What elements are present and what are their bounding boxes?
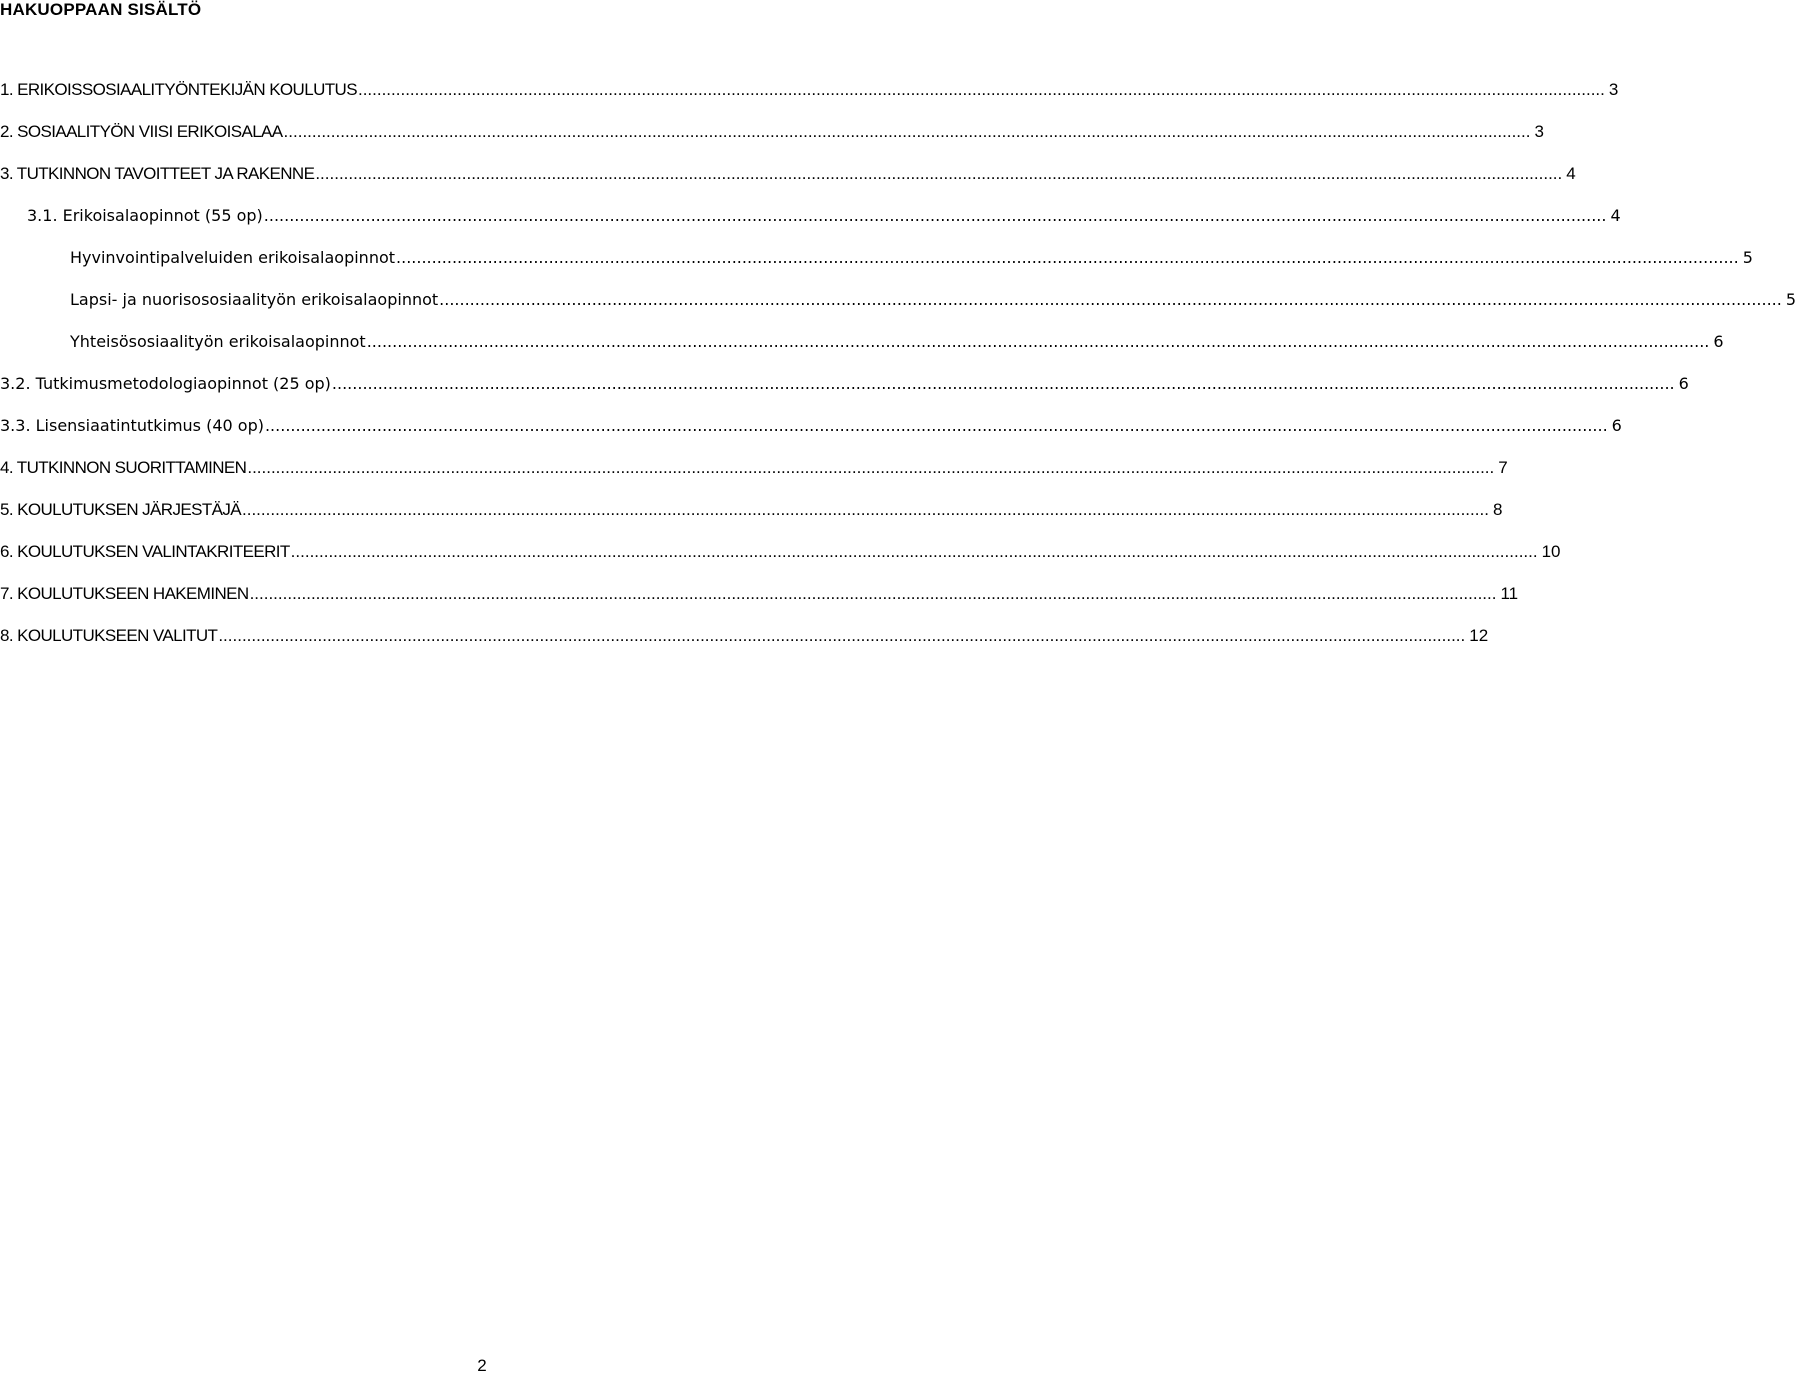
toc-entry-label: 3.1. Erikoisalaopinnot (55 op)	[27, 206, 263, 225]
toc-entry-label: 7. KOULUTUKSEEN HAKEMINEN	[0, 584, 249, 603]
toc-entry[interactable]	[0, 414, 1622, 456]
toc-entry-label: 3.2. Tutkimusmetodologiaopinnot (25 op)	[0, 374, 331, 393]
toc-dot-leader	[315, 162, 1562, 186]
toc-entry[interactable]	[0, 456, 1508, 498]
toc-entry[interactable]	[0, 372, 1689, 414]
toc-dot-leader	[439, 288, 1782, 312]
toc-entry-page: 5	[1785, 290, 1796, 309]
page-title: HAKUOPPAAN SISÄLTÖ	[0, 0, 202, 19]
toc-entry-label: Yhteisösosiaalityön erikoisalaopinnot	[70, 332, 366, 351]
toc-entry[interactable]	[0, 120, 1544, 162]
toc-entry-label: 4. TUTKINNON SUORITTAMINEN	[0, 458, 247, 477]
toc-dot-leader	[264, 204, 1607, 228]
toc-entry[interactable]	[0, 582, 1519, 624]
toc-entry-page: 6	[1678, 374, 1689, 393]
toc-entry-page: 6	[1611, 416, 1622, 435]
toc-entry-page: 11	[1500, 584, 1519, 603]
toc-entry[interactable]	[0, 204, 1621, 246]
toc-entry-label: Lapsi- ja nuorisososiaalityön erikoisalaopinnot	[70, 290, 439, 309]
toc-dot-leader	[284, 120, 1531, 144]
toc-entry[interactable]	[0, 498, 1503, 540]
toc-entry-page: 3	[1534, 122, 1544, 141]
toc-entry[interactable]	[0, 78, 1619, 120]
toc-dot-leader	[358, 78, 1605, 102]
toc-entry[interactable]	[0, 246, 1753, 288]
toc-entry-page: 7	[1498, 458, 1508, 477]
toc-entry[interactable]	[0, 540, 1561, 582]
toc-dot-leader	[242, 498, 1489, 522]
toc-entry-page: 4	[1610, 206, 1621, 225]
toc-entry[interactable]	[0, 330, 1724, 372]
toc-entry[interactable]	[0, 624, 1489, 666]
toc-dot-leader	[367, 330, 1710, 354]
toc-entry-label: 5. KOULUTUKSEN JÄRJESTÄJÄ	[0, 500, 242, 519]
toc-entry-label: 3.3. Lisensiaatintutkimus (40 op)	[0, 416, 264, 435]
toc-dot-leader	[291, 540, 1538, 564]
toc-dot-leader	[247, 456, 1494, 480]
toc-entry-page: 12	[1469, 626, 1489, 645]
page-number: 2	[477, 1356, 487, 1375]
toc-entry-label: 3. TUTKINNON TAVOITTEET JA RAKENNE	[0, 164, 315, 183]
table-of-contents	[0, 78, 1796, 666]
toc-entry-label: 6. KOULUTUKSEN VALINTAKRITEERIT	[0, 542, 290, 561]
toc-dot-leader	[265, 414, 1608, 438]
toc-entry-label: 8. KOULUTUKSEEN VALITUT	[0, 626, 218, 645]
toc-dot-leader	[218, 624, 1465, 648]
toc-entry-page: 5	[1742, 248, 1753, 267]
toc-entry-page: 10	[1541, 542, 1561, 561]
toc-entry-label: 1. ERIKOISSOSIAALITYÖNTEKIJÄN KOULUTUS	[0, 80, 357, 99]
toc-entry-page: 6	[1713, 332, 1724, 351]
toc-entry[interactable]	[0, 162, 1576, 204]
toc-entry-page: 8	[1492, 500, 1503, 519]
toc-entry-label: Hyvinvointipalveluiden erikoisalaopinnot	[70, 248, 396, 267]
toc-entry-page: 4	[1566, 164, 1576, 183]
toc-entry-label: 2. SOSIAALITYÖN VIISI ERIKOISALAA	[0, 122, 283, 141]
toc-dot-leader	[396, 246, 1739, 270]
toc-entry-page: 3	[1608, 80, 1619, 99]
toc-entry[interactable]	[0, 288, 1796, 330]
toc-dot-leader	[332, 372, 1675, 396]
toc-dot-leader	[250, 582, 1497, 606]
